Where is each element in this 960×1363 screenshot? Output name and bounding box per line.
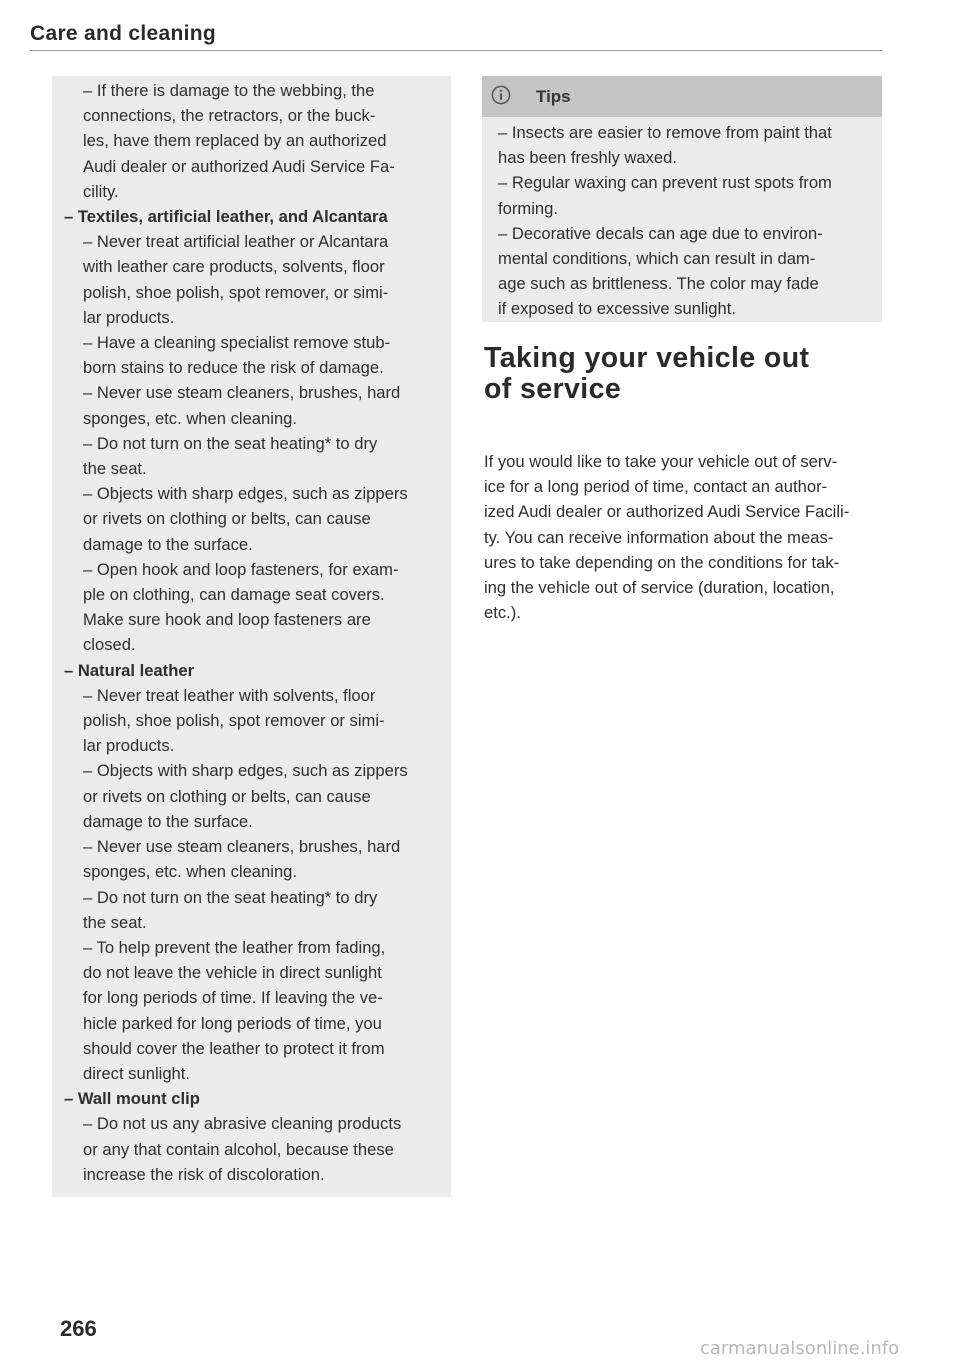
subsection-heading	[64, 1086, 444, 1111]
text-line: ing the vehicle out of service (duration, location,	[484, 578, 835, 598]
text-line: the seat.	[83, 912, 147, 932]
list-item	[64, 380, 444, 430]
header-divider	[30, 50, 882, 51]
text-line: closed.	[83, 635, 136, 655]
subsection-heading	[64, 204, 444, 229]
text-line: or rivets on clothing or belts, can cause	[83, 786, 371, 806]
text-line: etc.).	[484, 603, 521, 623]
text-line: the seat.	[83, 459, 147, 479]
list-item	[64, 431, 444, 481]
section-body-paragraph	[484, 449, 884, 625]
text-line: – Natural leather	[64, 660, 195, 680]
text-line: ures to take depending on the conditions for tak-	[484, 552, 840, 572]
text-line: direct sunlight.	[83, 1063, 190, 1083]
text-line: Audi dealer or authorized Audi Service Fa-	[83, 156, 395, 176]
text-line: ized Audi dealer or authorized Audi Service Facili-	[484, 502, 850, 522]
text-line: – Objects with sharp edges, such as zippers	[83, 761, 408, 781]
list-item	[64, 557, 444, 658]
text-line: sponges, etc. when cleaning.	[83, 862, 298, 882]
tips-list	[498, 120, 878, 322]
tips-header	[482, 76, 882, 117]
text-line: – Do not turn on the seat heating* to dry	[83, 433, 378, 453]
text-line: – Never use steam cleaners, brushes, hard	[83, 837, 401, 857]
text-line: – Do not turn on the seat heating* to dry	[83, 887, 378, 907]
text-line: or rivets on clothing or belts, can cause	[83, 509, 371, 529]
list-item	[64, 834, 444, 884]
text-line: – Never use steam cleaners, brushes, hard	[83, 383, 401, 403]
text-line: If you would like to take your vehicle out of serv-	[484, 452, 838, 471]
heading-line: Taking your vehicle out	[484, 342, 810, 374]
text-line: or any that contain alcohol, because these	[83, 1139, 394, 1159]
list-item	[498, 120, 878, 170]
text-line: Make sure hook and loop fasteners are	[83, 610, 371, 630]
list-item	[64, 683, 444, 759]
text-line: – Regular waxing can prevent rust spots from	[498, 173, 832, 193]
text-line: – If there is damage to the webbing, the	[83, 81, 375, 100]
text-line: – Decorative decals can age due to environ-	[498, 223, 823, 243]
list-item	[64, 229, 444, 330]
page-header-title: Care and cleaning	[30, 22, 216, 45]
text-line: lar products.	[83, 307, 175, 327]
list-item	[64, 1111, 444, 1187]
text-line: – To help prevent the leather from fading,	[83, 937, 386, 957]
heading-line: of service	[484, 373, 622, 405]
text-line: – Open hook and loop fasteners, for exam-	[83, 559, 399, 579]
info-icon	[491, 85, 511, 105]
text-line: – Have a cleaning specialist remove stub-	[83, 333, 391, 353]
text-line: ty. You can receive information about the meas-	[484, 527, 834, 547]
text-line: polish, shoe polish, spot remover, or simi-	[83, 282, 389, 302]
list-item	[64, 885, 444, 935]
text-line: lar products.	[83, 736, 175, 756]
list-item	[498, 221, 878, 322]
text-line: should cover the leather to protect it from	[83, 1038, 385, 1058]
list-item	[64, 481, 444, 557]
text-line: for long periods of time. If leaving the ve-	[83, 988, 383, 1008]
list-item	[498, 170, 878, 220]
section-heading	[484, 343, 884, 405]
text-line: – Textiles, artificial leather, and Alcantara	[64, 207, 388, 227]
text-line: – Do not us any abrasive cleaning products	[83, 1114, 402, 1134]
list-item	[64, 935, 444, 1086]
text-line: hicle parked for long periods of time, you	[83, 1013, 382, 1033]
subsection-heading	[64, 658, 444, 683]
text-line: les, have them replaced by an authorized	[83, 131, 387, 151]
text-line: connections, the retractors, or the buck-	[83, 106, 376, 126]
tips-title: Tips	[536, 87, 571, 106]
text-line: polish, shoe polish, spot remover or simi-	[83, 711, 385, 731]
care-instructions-list	[64, 78, 444, 1187]
text-line: ice for a long period of time, contact an author-	[484, 477, 828, 497]
text-line: ple on clothing, can damage seat covers.	[83, 585, 385, 605]
text-line: – Wall mount clip	[64, 1089, 200, 1109]
text-line: mental conditions, which can result in dam-	[498, 249, 816, 269]
watermark-text: carmanualsonline.info	[700, 1338, 900, 1359]
text-line: has been freshly waxed.	[498, 148, 677, 168]
list-item	[64, 758, 444, 834]
page-number: 266	[60, 1316, 97, 1341]
text-line: – Insects are easier to remove from paint that	[498, 123, 832, 142]
text-line: – Never treat leather with solvents, floor	[83, 685, 376, 705]
list-item	[64, 330, 444, 380]
text-line: with leather care products, solvents, floor	[83, 257, 385, 277]
tips-box	[482, 76, 882, 322]
text-line: – Never treat artificial leather or Alcantara	[83, 232, 389, 252]
list-item	[64, 78, 444, 204]
text-line: sponges, etc. when cleaning.	[83, 408, 298, 428]
text-line: born stains to reduce the risk of damage.	[83, 358, 384, 378]
text-line: forming.	[498, 198, 558, 218]
text-line: damage to the surface.	[83, 811, 253, 831]
text-line: if exposed to excessive sunlight.	[498, 299, 736, 319]
text-line: age such as brittleness. The color may fade	[498, 274, 819, 294]
text-line: increase the risk of discoloration.	[83, 1164, 325, 1184]
text-line: do not leave the vehicle in direct sunlight	[83, 963, 382, 983]
text-line: – Objects with sharp edges, such as zippers	[83, 484, 408, 504]
text-line: cility.	[83, 181, 119, 201]
text-line: damage to the surface.	[83, 534, 253, 554]
